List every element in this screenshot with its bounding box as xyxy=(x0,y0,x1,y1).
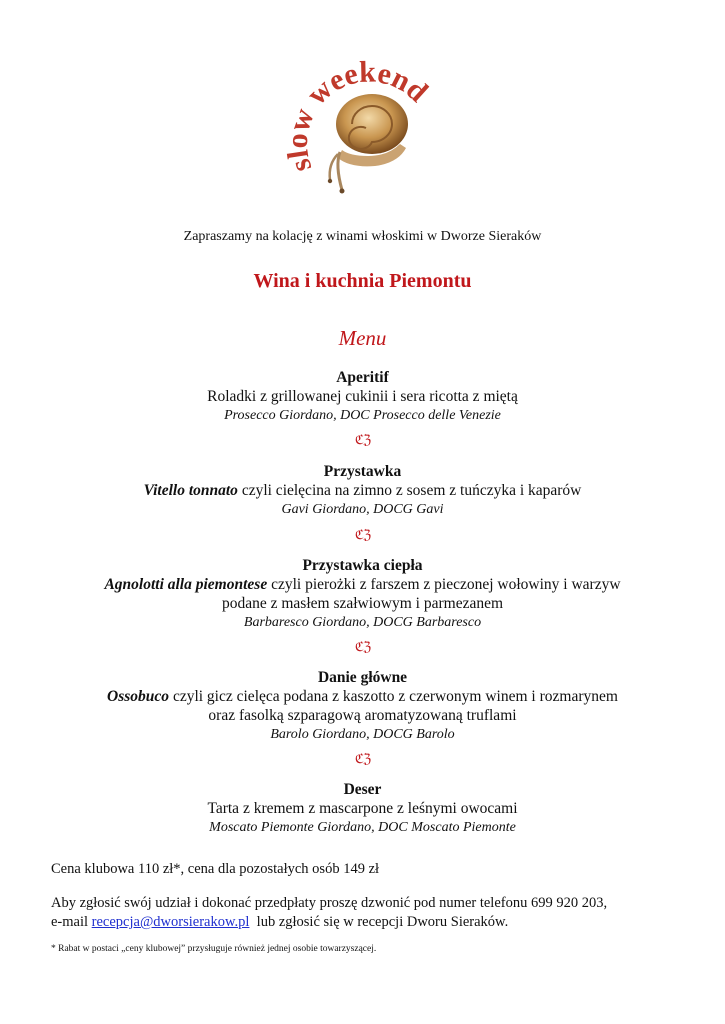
course-dish: Agnolotti alla piemontese czyli pierożki z farszem z pieczonej wołowiny i warzyw xyxy=(104,576,621,593)
course-dish: Vitello tonnato czyli cielęcina na zimno z sosem z tuńczyka i kaparów xyxy=(143,482,582,499)
course-przystawka xyxy=(0,462,725,519)
course-name: Danie główne xyxy=(317,669,408,686)
course-wine: Gavi Giordano, DOCG Gavi xyxy=(281,502,444,517)
course-wine: Prosecco Giordano, DOC Prosecco delle Venezie xyxy=(224,408,501,423)
course-deser xyxy=(0,780,725,837)
ornament: ℭℨ xyxy=(354,639,371,654)
email-link[interactable]: recepcja@dworsierakow.pl xyxy=(91,914,250,930)
signup-info xyxy=(51,894,691,932)
ornament: ℭℨ xyxy=(354,432,371,447)
course-dish: Ossobuco czyli gicz cielęca podana z kaszotto z czerwonym winem i rozmarynem xyxy=(107,688,618,705)
course-aperitif xyxy=(0,368,725,425)
ornament: ℭℨ xyxy=(354,751,371,766)
course-name: Aperitif xyxy=(336,369,389,386)
footnote: * Rabat w postaci „ceny klubowej” przysługuje również jednej osobie towarzyszącej. xyxy=(51,944,377,954)
course-wine: Barbaresco Giordano, DOCG Barbaresco xyxy=(243,615,482,630)
ornament: ℭℨ xyxy=(354,527,371,542)
course-name: Przystawka ciepła xyxy=(302,557,423,574)
course-dish: Roladki z grillowanej cukinii i sera ricotta z miętą xyxy=(207,388,518,405)
signup-line-2: e-mail recepcja@dworsierakow.pl lub zgłosić się w recepcji Dworu Sieraków. xyxy=(51,914,509,930)
course-dish-line2: podane z masłem szałwiowym i parmezanem xyxy=(221,595,504,612)
menu-heading: Menu xyxy=(338,326,387,350)
slow-weekend-logo xyxy=(280,40,450,200)
course-wine: Moscato Piemonte Giordano, DOC Moscato Piemonte xyxy=(209,820,516,835)
course-dish: Tarta z kremem z mascarpone z leśnymi owocami xyxy=(207,800,518,817)
course-danie-glowne xyxy=(0,668,725,744)
course-name: Deser xyxy=(343,781,382,798)
page-title: Wina i kuchnia Piemontu xyxy=(253,270,472,292)
price-text: Cena klubowa 110 zł*, cena dla pozostałych osób 149 zł xyxy=(51,861,380,877)
snail-shell xyxy=(336,94,408,154)
signup-line-1: Aby zgłosić swój udział i dokonać przedpłaty proszę dzwonić pod numer telefonu 699 920 203, xyxy=(51,895,608,911)
course-przystawka-ciepla xyxy=(0,556,725,632)
intro-text: Zapraszamy na kolację z winami włoskimi w Dworze Sieraków xyxy=(183,229,542,244)
course-dish-line2: oraz fasolką szparagową aromatyzowaną truflami xyxy=(208,707,517,724)
course-name: Przystawka xyxy=(323,463,402,480)
dish-highlight: Vitello tonnato xyxy=(143,482,238,499)
dish-highlight: Agnolotti alla piemontese xyxy=(104,576,268,593)
logo-text: slow weekend xyxy=(280,55,435,177)
course-wine: Barolo Giordano, DOCG Barolo xyxy=(270,727,455,742)
dish-highlight: Ossobuco xyxy=(107,688,170,705)
